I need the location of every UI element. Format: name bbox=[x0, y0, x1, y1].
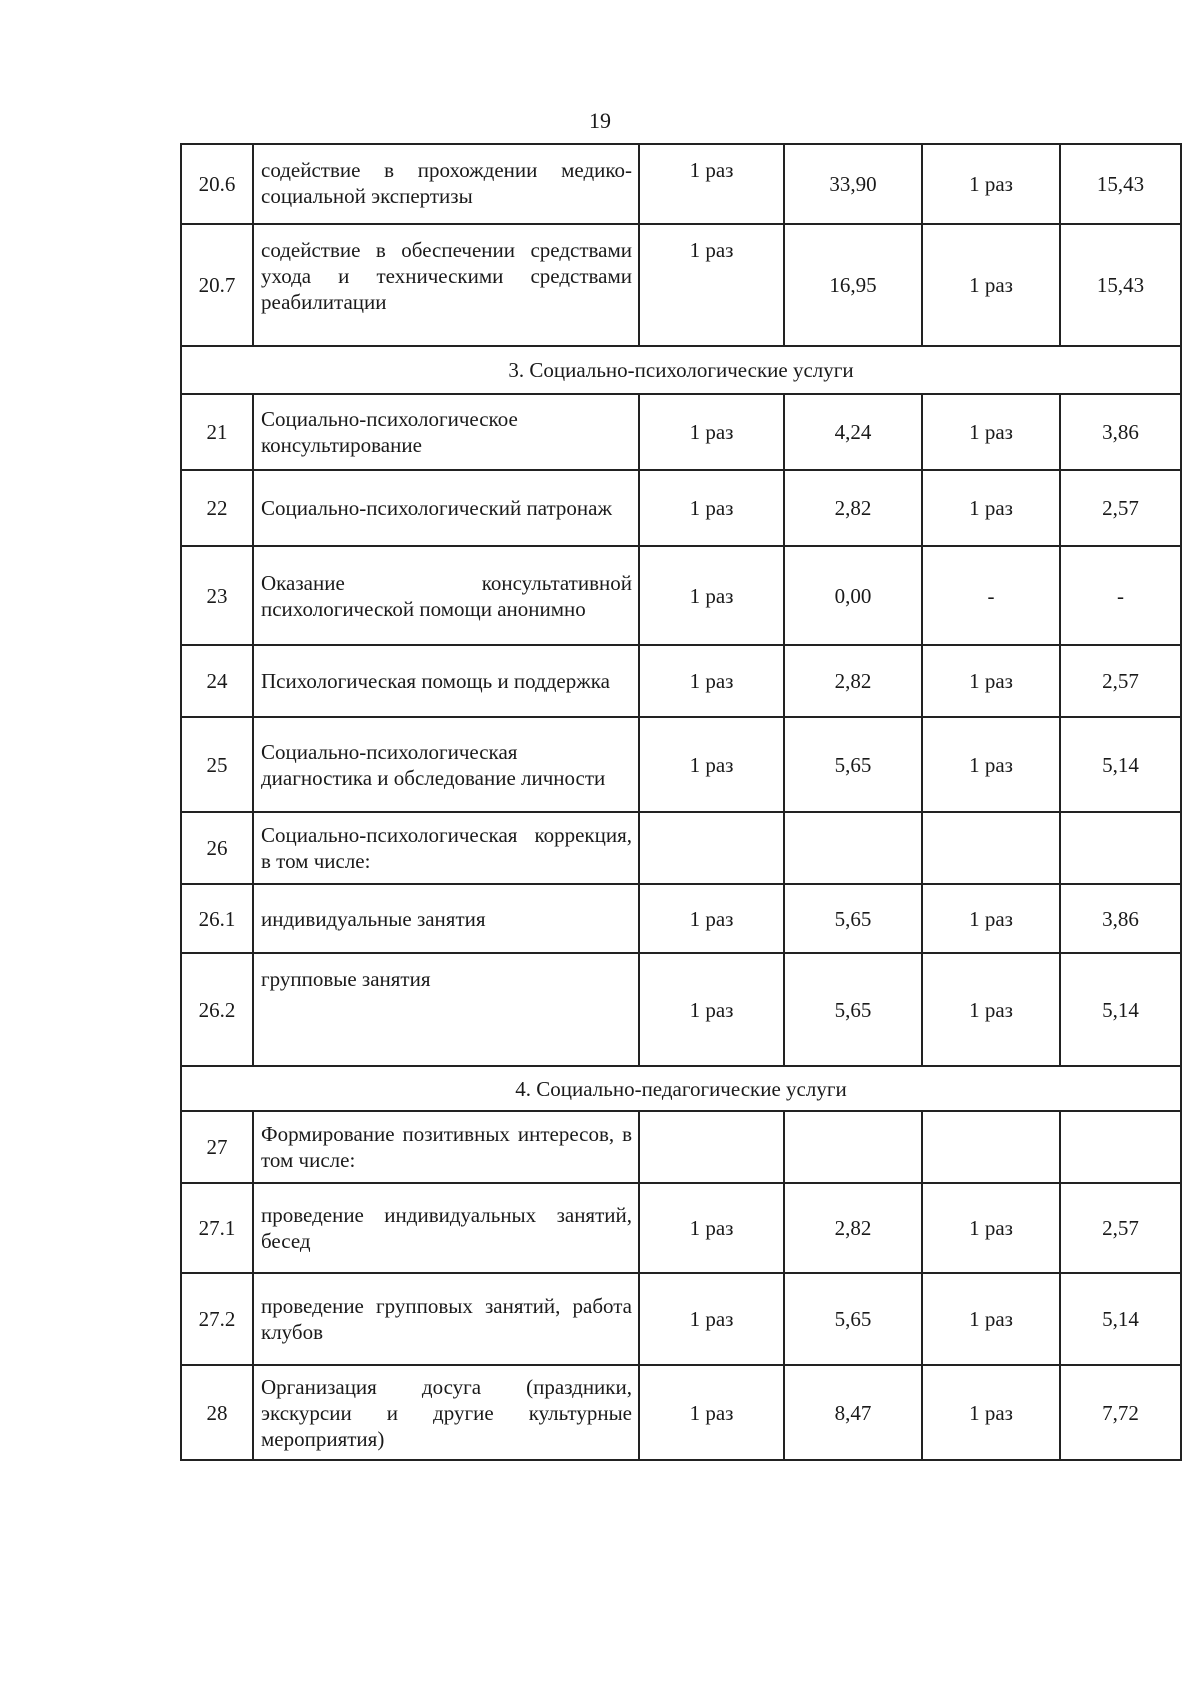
frequency-2: 1 раз bbox=[922, 394, 1060, 470]
item-number: 20.7 bbox=[181, 224, 253, 346]
frequency-2: 1 раз bbox=[922, 224, 1060, 346]
frequency-2: 1 раз bbox=[922, 884, 1060, 953]
table-row bbox=[181, 1365, 1181, 1460]
frequency-1: 1 раз bbox=[639, 645, 784, 717]
tariff-1: 5,65 bbox=[784, 717, 922, 812]
tariff-2: 5,14 bbox=[1060, 953, 1181, 1066]
item-number: 22 bbox=[181, 470, 253, 546]
frequency-1: 1 раз bbox=[639, 953, 784, 1066]
section-title: 3. Социально-психологические услуги bbox=[181, 346, 1181, 394]
frequency-2 bbox=[922, 812, 1060, 884]
tariff-1: 0,00 bbox=[784, 546, 922, 645]
table-row bbox=[181, 546, 1181, 645]
section-title: 4. Социально-педагогические услуги bbox=[181, 1066, 1181, 1111]
frequency-1: 1 раз bbox=[639, 546, 784, 645]
frequency-1: 1 раз bbox=[639, 394, 784, 470]
section-header-row bbox=[181, 346, 1181, 394]
table-row bbox=[181, 1273, 1181, 1365]
frequency-1: 1 раз bbox=[639, 1365, 784, 1460]
frequency-2: 1 раз bbox=[922, 1365, 1060, 1460]
tariff-2: 5,14 bbox=[1060, 1273, 1181, 1365]
frequency-2: 1 раз bbox=[922, 645, 1060, 717]
table-row bbox=[181, 224, 1181, 346]
item-number: 25 bbox=[181, 717, 253, 812]
tariff-2: 7,72 bbox=[1060, 1365, 1181, 1460]
item-number: 28 bbox=[181, 1365, 253, 1460]
tariff-1: 16,95 bbox=[784, 224, 922, 346]
frequency-1 bbox=[639, 812, 784, 884]
tariff-1: 5,65 bbox=[784, 884, 922, 953]
frequency-1: 1 раз bbox=[639, 470, 784, 546]
table-row bbox=[181, 1183, 1181, 1273]
item-number: 26.2 bbox=[181, 953, 253, 1066]
service-name: Социально-психологическая коррекция, в том числе: bbox=[253, 812, 639, 884]
frequency-2: - bbox=[922, 546, 1060, 645]
frequency-2: 1 раз bbox=[922, 470, 1060, 546]
section-header-row bbox=[181, 1066, 1181, 1111]
item-number: 27 bbox=[181, 1111, 253, 1183]
item-number: 27.2 bbox=[181, 1273, 253, 1365]
item-number: 24 bbox=[181, 645, 253, 717]
page-number: 19 bbox=[589, 108, 611, 133]
table-row bbox=[181, 144, 1181, 224]
tariff-1: 5,65 bbox=[784, 1273, 922, 1365]
service-name: индивидуальные занятия bbox=[253, 884, 639, 953]
tariff-2: 2,57 bbox=[1060, 645, 1181, 717]
service-name: Социально-психологическая диагностика и обследование личности bbox=[253, 717, 639, 812]
frequency-1 bbox=[639, 1111, 784, 1183]
tariff-2: - bbox=[1060, 546, 1181, 645]
tariff-1: 4,24 bbox=[784, 394, 922, 470]
service-name: Формирование позитивных интересов, в том числе: bbox=[253, 1111, 639, 1183]
tariff-2 bbox=[1060, 812, 1181, 884]
services-table bbox=[180, 143, 1182, 1461]
frequency-1: 1 раз bbox=[639, 717, 784, 812]
table-body bbox=[181, 144, 1181, 1460]
frequency-2: 1 раз bbox=[922, 717, 1060, 812]
frequency-2 bbox=[922, 1111, 1060, 1183]
frequency-2: 1 раз bbox=[922, 1273, 1060, 1365]
tariff-1: 2,82 bbox=[784, 1183, 922, 1273]
item-number: 21 bbox=[181, 394, 253, 470]
item-number: 23 bbox=[181, 546, 253, 645]
frequency-1: 1 раз bbox=[639, 1273, 784, 1365]
frequency-2: 1 раз bbox=[922, 953, 1060, 1066]
tariff-1: 2,82 bbox=[784, 645, 922, 717]
service-name: Оказание консультативной психологической помощи анонимно bbox=[253, 546, 639, 645]
service-name: Социально-психологический патронаж bbox=[253, 470, 639, 546]
table-row bbox=[181, 394, 1181, 470]
tariff-2: 15,43 bbox=[1060, 224, 1181, 346]
service-name: проведение групповых занятий, работа клубов bbox=[253, 1273, 639, 1365]
tariff-2: 3,86 bbox=[1060, 394, 1181, 470]
tariff-2: 3,86 bbox=[1060, 884, 1181, 953]
frequency-2: 1 раз bbox=[922, 144, 1060, 224]
tariff-2 bbox=[1060, 1111, 1181, 1183]
item-number: 20.6 bbox=[181, 144, 253, 224]
tariff-1: 33,90 bbox=[784, 144, 922, 224]
table-row bbox=[181, 812, 1181, 884]
tariff-2: 2,57 bbox=[1060, 470, 1181, 546]
table-row bbox=[181, 717, 1181, 812]
item-number: 26.1 bbox=[181, 884, 253, 953]
service-name: Психологическая помощь и поддержка bbox=[253, 645, 639, 717]
frequency-1: 1 раз bbox=[639, 884, 784, 953]
tariff-1: 2,82 bbox=[784, 470, 922, 546]
item-number: 26 bbox=[181, 812, 253, 884]
table-row bbox=[181, 470, 1181, 546]
service-name: содействие в обеспечении средствами ухода и техническими средствами реабилитации bbox=[253, 224, 639, 346]
frequency-1: 1 раз bbox=[639, 144, 784, 224]
table-row bbox=[181, 884, 1181, 953]
tariff-2: 15,43 bbox=[1060, 144, 1181, 224]
service-name: групповые занятия bbox=[253, 953, 639, 1066]
service-name: Организация досуга (праздники, экскурсии и другие культурные мероприятия) bbox=[253, 1365, 639, 1460]
tariff-1 bbox=[784, 1111, 922, 1183]
tariff-1: 5,65 bbox=[784, 953, 922, 1066]
frequency-1: 1 раз bbox=[639, 1183, 784, 1273]
frequency-1: 1 раз bbox=[639, 224, 784, 346]
tariff-2: 2,57 bbox=[1060, 1183, 1181, 1273]
tariff-1 bbox=[784, 812, 922, 884]
table-row bbox=[181, 953, 1181, 1066]
table-row bbox=[181, 1111, 1181, 1183]
service-name: Социально-психологическое консультирование bbox=[253, 394, 639, 470]
service-name: содействие в прохождении медико-социальной экспертизы bbox=[253, 144, 639, 224]
tariff-2: 5,14 bbox=[1060, 717, 1181, 812]
service-name: проведение индивидуальных занятий, бесед bbox=[253, 1183, 639, 1273]
table-row bbox=[181, 645, 1181, 717]
frequency-2: 1 раз bbox=[922, 1183, 1060, 1273]
tariff-1: 8,47 bbox=[784, 1365, 922, 1460]
item-number: 27.1 bbox=[181, 1183, 253, 1273]
